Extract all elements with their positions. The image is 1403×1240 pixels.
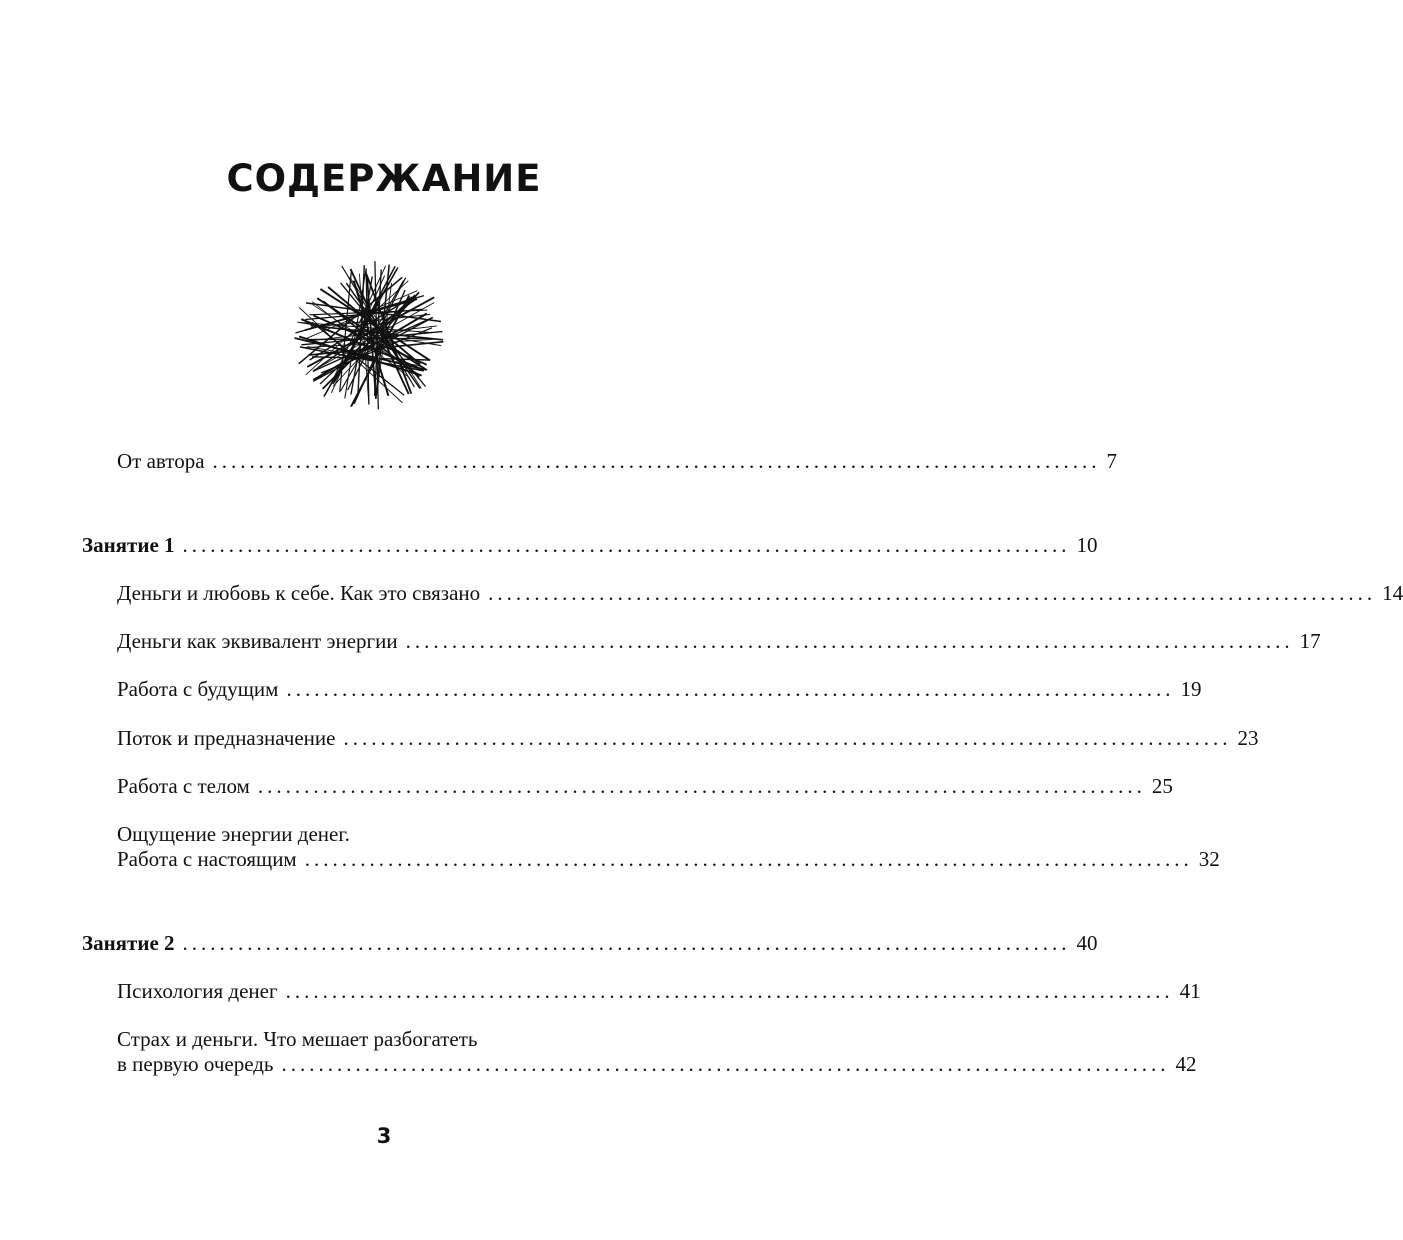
toc-entry[interactable]: [117, 726, 1259, 751]
toc-entry[interactable]: [117, 629, 1321, 654]
toc-entry-label: Работа с будущим: [117, 677, 279, 701]
toc-entry[interactable]: [117, 774, 1173, 799]
dot-leader: ................................................................................................: [182, 533, 1071, 557]
toc-entry-label-line-1: Страх и деньги. Что мешает разбогатеть: [117, 1027, 478, 1051]
toc-page-number: 14: [1382, 581, 1403, 605]
toc-entry[interactable]: [117, 1027, 1197, 1077]
toc-entry-label: Занятие 1: [82, 533, 175, 557]
dot-leader: ................................................................................................: [257, 774, 1146, 798]
dot-leader: ................................................................................................: [304, 847, 1193, 871]
dot-leader: ................................................................................................: [343, 726, 1232, 750]
toc-entry-lesson-1[interactable]: [82, 533, 1098, 558]
toc-page-number: 7: [1106, 449, 1118, 473]
toc-entry[interactable]: [117, 581, 1403, 606]
toc-entry-line-2: [117, 847, 1199, 872]
toc-entry-label: Деньги и любовь к себе. Как это связано: [117, 581, 481, 605]
toc-entry[interactable]: [117, 979, 1201, 1004]
toc-entry-text: [117, 822, 1199, 872]
starburst-ornament-icon: [292, 259, 446, 413]
toc-entry-label-line-1: Ощущение энергии денег.: [117, 822, 350, 846]
dot-leader: ................................................................................................: [285, 979, 1174, 1003]
toc-page-number: 32: [1198, 847, 1220, 871]
toc-page-number: 19: [1180, 677, 1202, 701]
page-title: СОДЕРЖАНИЕ: [226, 157, 542, 200]
dot-leader: ................................................................................................: [286, 677, 1175, 701]
dot-leader: ................................................................................................: [488, 581, 1377, 605]
toc-page-number: 10: [1076, 533, 1098, 557]
toc-entry[interactable]: [117, 677, 1202, 702]
toc-entry-label-line-2: в первую очередь: [117, 1052, 274, 1076]
toc-page-number: 40: [1076, 931, 1098, 955]
toc-entry-preface[interactable]: [117, 449, 1118, 474]
toc-page-number: 25: [1151, 774, 1173, 798]
toc-entry-label: Работа с телом: [117, 774, 250, 798]
toc-entry-label: Поток и предназначение: [117, 726, 336, 750]
toc-entry-line-2: [117, 1052, 1176, 1077]
toc-entry-label: От автора: [117, 449, 205, 473]
toc-entry-label: Психология денег: [117, 979, 278, 1003]
dot-leader: ................................................................................................: [405, 629, 1294, 653]
dot-leader: ................................................................................................: [182, 931, 1071, 955]
toc-entry-lesson-2[interactable]: [82, 931, 1098, 956]
page-number: 3: [376, 1124, 392, 1148]
toc-entry-text: [117, 1027, 1176, 1077]
toc-entry-label: Деньги как эквивалент энергии: [117, 629, 398, 653]
toc-page-number: 41: [1179, 979, 1201, 1003]
dot-leader: ................................................................................................: [281, 1052, 1170, 1076]
toc-page-number: 42: [1175, 1052, 1197, 1076]
toc-entry[interactable]: [117, 822, 1220, 872]
dot-leader: ................................................................................................: [212, 449, 1101, 473]
toc-page-number: 17: [1299, 629, 1321, 653]
toc-page-number: 23: [1237, 726, 1259, 750]
toc-entry-label: Занятие 2: [82, 931, 175, 955]
toc-entry-label-line-2: Работа с настоящим: [117, 847, 297, 871]
